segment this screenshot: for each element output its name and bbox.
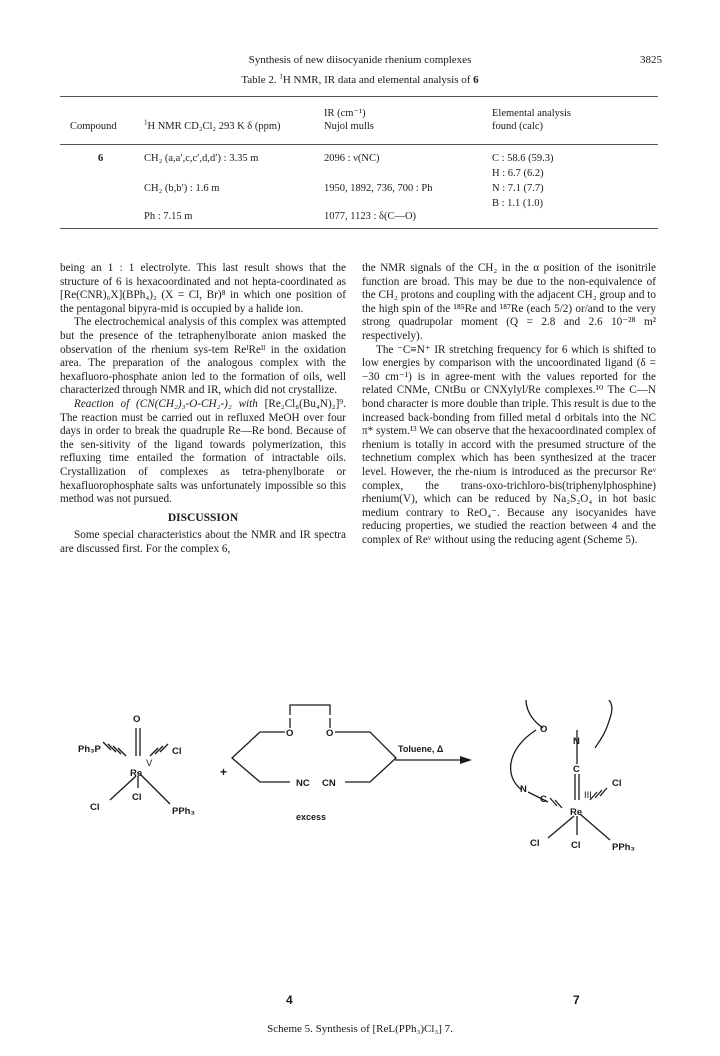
scheme-5 [0,700,720,1020]
ligand-excess-label: excess [296,812,327,822]
table-header-rule [60,144,658,145]
product-re-label: Re [570,807,583,818]
product-cl-bottom: Cl [571,840,581,851]
table-body [0,152,720,252]
table-top-rule [60,96,658,97]
right-column [362,262,656,547]
product-c-top: C [573,764,580,775]
nmr-row-3: Ph : 7.15 m [144,211,193,222]
left-paragraph-4: Some special characteristics about the NMR and IR spectra are discussed first. For the complex 6, [60,529,346,555]
ligand-nc: NC [296,778,310,789]
table-bottom-rule [60,228,658,229]
ea-row-1: C : 58.6 (59.3) [492,153,554,164]
product-c-left: C [540,794,547,805]
arrow-conditions: Toluene, Δ [398,744,444,754]
r1-cl-bottom: Cl [132,792,142,803]
product-n-top: N [573,736,580,747]
product-cl-right: Cl [612,778,622,789]
left-paragraph-3: Reaction of (CN(CH₂)₃-O-CH₂-)₂ with [Re₂Cl₈(Bu₄N)₂]⁹. The reaction must be carried out in refluxed MeOH over four days in order to break the quadruple Re—Re bond. Because of the sen-sitivity of the ligand towards polymerization, this refluxing time entailed the formation of intractable oils. Crystallization of complexes as tetra-phenylborate or hexafluorophosphate salts was unfortunately impossible so this method was not pursued. [60,397,346,506]
left-paragraph-2: The electrochemical analysis of this complex was attempted but the presence of the tetraphenylborate anion masked the observation of the rhenium sys-tem ReᴵReᴵᴵ in the oxidation area. The preparation of the analogous complex with the hexafluoro-phosphate anion led to the formation of oils, well characterized through NMR and IR, which did not crystallize. [60,316,346,397]
product-cl-left: Cl [530,838,540,849]
col-ea-header-2: found (calc) [492,121,544,132]
right-paragraph-2: The ⁻C≡N⁺ IR stretching frequency for 6 which is shifted to low energies by comparison with the uncoordinated ligand (δ = −30 cm⁻¹) is in agree-ment with the values reported for the related CNMe, CNtBu or CNXylyl/Re complexes.¹⁰ The C—N bond character is more double than triple. This result is due to the increased back-bonding from filled metal d orbitals into the NC π* system.¹³ We can observe that the hexacoordinated complex of rhenium is totally in accord with the presumed structure of the technetium complex which has been synthesized at the tracer level. However, the rhe-nium is introduced as the precursor Reᵛ complex, the trans-oxo-trichloro-bis(triphenylphosphine) rhenium(V), which can be reduced by Na₂S₂O₄ in hot basic medium contrary to ReO₄⁻. Because any isocyanides have reducing properties, we studied the reaction between 4 and the complex of Reᵛ without using the reducing agent (Scheme 5). [362,343,657,546]
plus-sign: + [220,765,228,779]
ea-row-4: B : 1.1 (1.0) [492,198,544,209]
right-paragraph-1: the NMR signals of the CH₂ in the α position of the isonitrile function are broad. This may be due to the non-equivalence of the CH₂ protons and coupling with the adjacent CH₂ group and to the high spin of the ¹⁸⁵Re and ¹⁸⁷Re (each 5/2) or/and to the very strong quadrupolar moment (Q = 2.8 and 2.6 10⁻²⁸ m² respectively). [362,262,656,342]
col-compound-header: Compound [70,121,117,132]
r1-re-label: Re [130,768,143,779]
r1-cl-right: Cl [172,746,182,757]
r1-pph3-label: PPh₃ [172,806,195,817]
compound-label-7: 7 [573,993,580,1007]
ir-row-1: 2096 : ν(NC) [324,153,380,164]
ligand-cn: CN [322,778,336,789]
product-n-left: N [520,784,527,795]
product-pph3-label: PPh₃ [612,842,635,853]
nmr-row-1: CH₂ (a,a′,c,c′,d,d′) : 3.35 m [144,153,259,164]
ea-row-3: N : 7.1 (7.7) [492,183,544,194]
col-ir-header-2: Nujol mulls [324,121,374,132]
col-ir-header-1: IR (cm⁻¹) [324,108,366,119]
col-nmr-header: $^1$H NMR CD₂Cl₂ 293 K δ (ppm) [144,118,281,132]
ligand-o-right: O [326,728,334,739]
r1-ph3p-label: Ph₃P [78,744,101,755]
page-number: 3825 [640,54,662,66]
product-o-label: O [540,724,548,735]
discussion-heading: DISCUSSION [167,511,239,524]
ligand-o-left: O [286,728,294,739]
table-caption: Table 2. $^1$H NMR, IR data and elemental analysis of 6 [241,72,479,86]
ir-row-2: 1950, 1892, 736, 700 : Ph [324,183,433,194]
left-paragraph-1: being an 1 : 1 electrolyte. This last result shows that the structure of 6 is hexacoordinated and not hepta-coordinated as [Re(CNR)₆X](BPh₄)₂ (X = Cl, Br)⁸ in which one position of the pentagonal bipyra-mid is occupied by a halide ion. [60,262,346,315]
r1-oxo-label: O [133,714,141,725]
table-header [0,106,720,146]
nmr-row-2: CH₂ (b,b′) : 1.6 m [144,183,220,194]
ir-row-3: 1077, 1123 : δ(C—O) [324,211,417,222]
product-oxidation-state: III [584,790,592,801]
r1-oxidation-state: V [146,758,153,769]
scheme-caption: Scheme 5. Synthesis of [ReL(PPh₃)Cl₃] 7. [267,1023,453,1035]
table-compound-cell: 6 [98,153,104,164]
ea-row-2: H : 6.7 (6.2) [492,168,544,179]
compound-label-4: 4 [286,993,293,1007]
running-title: Synthesis of new diisocyanide rhenium complexes [248,54,472,66]
left-column [60,262,346,556]
col-ea-header-1: Elemental analysis [492,108,572,119]
r1-cl-left: Cl [90,802,100,813]
